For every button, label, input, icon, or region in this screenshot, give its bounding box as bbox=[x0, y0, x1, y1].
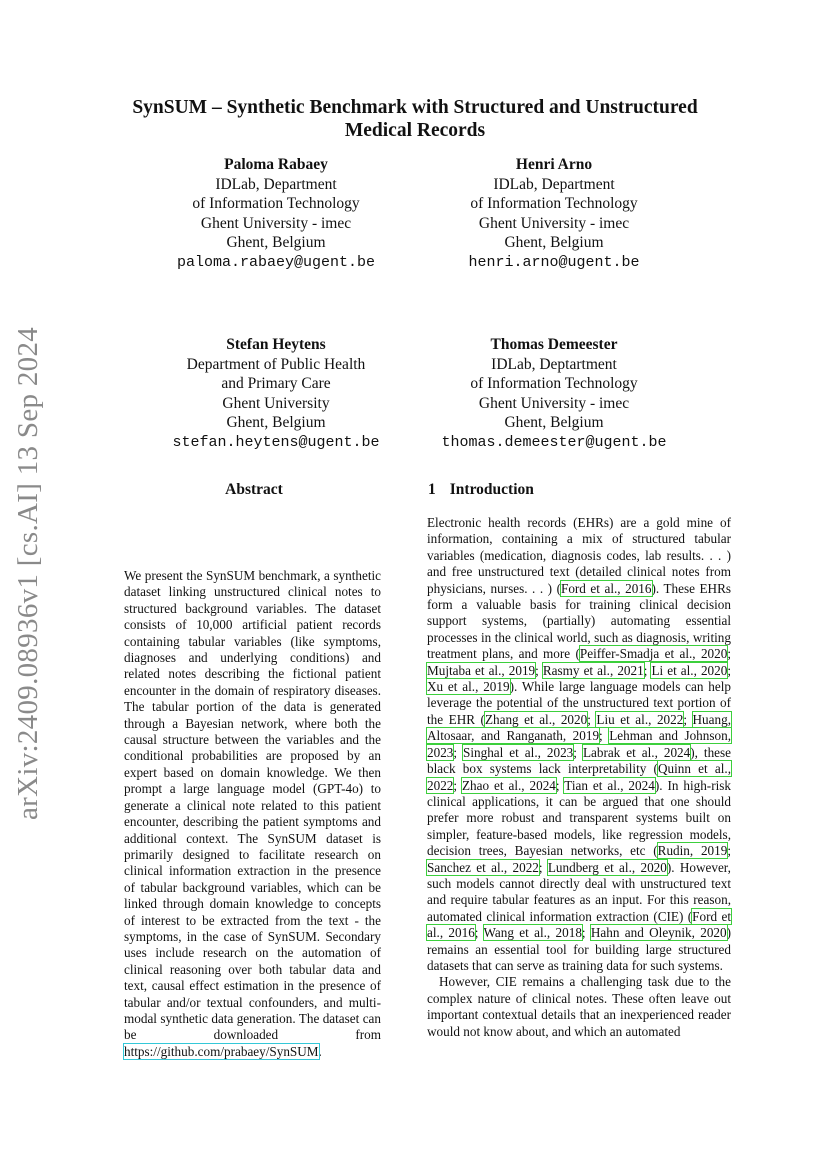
body-text: ; bbox=[683, 711, 693, 727]
author-affiliation-line: Ghent University - imec bbox=[478, 214, 630, 232]
author-affiliation-line: Department of Public Health bbox=[186, 355, 366, 373]
body-text: ). However, such models cannot directly deal with unstructured text and require tabular features as an input. For this reason, automated clinical information extraction (CIE) ( bbox=[427, 859, 731, 924]
citation-link[interactable]: Li et al., 2020 bbox=[651, 662, 728, 678]
abstract-heading: Abstract bbox=[225, 481, 283, 498]
section-title: Introduction bbox=[449, 481, 534, 498]
author-name: Henri Arno bbox=[515, 156, 593, 173]
body-text: ) remains an essential tool for building large structured datasets that can serve as training data for such systems. bbox=[427, 925, 732, 973]
author-affiliation-line: Ghent University bbox=[222, 394, 330, 412]
body-text: ; bbox=[555, 777, 565, 793]
body-text: ; bbox=[727, 843, 731, 859]
citation-link[interactable]: Mujtaba et al., 2019 bbox=[427, 662, 536, 678]
citation-link[interactable]: Singhal et al., 2023 bbox=[463, 744, 574, 760]
body-text: ; bbox=[599, 728, 610, 744]
author-name: Stefan Heytens bbox=[226, 336, 326, 353]
body-text: ). In high-risk clinical applications, it can be argued that one should prefer more robust and transparent systems built on simpler, feature-based models, like regression models, decision trees, Bayesian networks, etc ( bbox=[427, 777, 731, 859]
citation-link[interactable]: Zhao et al., 2024 bbox=[461, 777, 556, 793]
author-email[interactable]: paloma.rabaey@ugent.be bbox=[176, 253, 376, 271]
citation-link[interactable]: Wang et al., 2018 bbox=[483, 925, 582, 941]
author-affiliation-line: IDLab, Department bbox=[215, 175, 337, 193]
author-affiliation-line: Ghent, Belgium bbox=[226, 234, 326, 251]
body-text: ; bbox=[581, 925, 591, 941]
dataset-link[interactable]: https://github.com/prabaey/SynSUM bbox=[124, 1043, 319, 1059]
author-email[interactable]: stefan.heytens@ugent.be bbox=[172, 433, 380, 451]
title-line-2: Medical Records bbox=[344, 120, 486, 141]
abstract-end: . bbox=[318, 1043, 322, 1059]
intro-paragraph-1 bbox=[427, 515, 731, 974]
title-line-1: SynSUM – Synthetic Benchmark with Structured and Unstructured bbox=[132, 97, 698, 118]
body-text: ; bbox=[727, 662, 732, 678]
introduction-heading bbox=[428, 481, 534, 499]
author-affiliation-line: Ghent University - imec bbox=[478, 394, 630, 412]
body-text: ; bbox=[453, 744, 464, 760]
intro-paragraph-2: However, CIE remains a challenging task due to the complex nature of clinical notes. These often leave out important contextual details that an inexperienced reader would not know about, and which an automated bbox=[427, 974, 731, 1039]
body-text: ). While large language models can help leverage the potential of the unstructured text portion of the EHR ( bbox=[427, 679, 731, 727]
author-block-3 bbox=[126, 335, 426, 452]
author-affiliation-line: Ghent, Belgium bbox=[504, 414, 604, 431]
author-affiliation-line: Ghent, Belgium bbox=[226, 414, 326, 431]
body-text: ; bbox=[573, 744, 583, 760]
citation-link[interactable]: Huang, Altosaar, and Ranganath, 2019 bbox=[427, 711, 731, 744]
paper-title bbox=[80, 96, 750, 142]
citation-link[interactable]: Rudin, 2019 bbox=[657, 843, 728, 859]
author-email[interactable]: henri.arno@ugent.be bbox=[468, 253, 640, 271]
author-block-1 bbox=[126, 155, 426, 272]
abstract-body bbox=[124, 568, 381, 1060]
author-affiliation-line: of Information Technology bbox=[470, 375, 638, 392]
citation-link[interactable]: Xu et al., 2019 bbox=[427, 679, 510, 695]
citation-link[interactable]: Labrak et al., 2024 bbox=[582, 744, 691, 760]
author-affiliation-line: IDLab, Department bbox=[493, 175, 615, 193]
author-email[interactable]: thomas.demeester@ugent.be bbox=[441, 433, 667, 451]
citation-link[interactable]: Lehman and Johnson, 2023 bbox=[427, 728, 731, 760]
body-text: ; bbox=[538, 859, 548, 875]
citation-link[interactable]: Hahn and Oleynik, 2020 bbox=[590, 925, 727, 941]
author-block-4 bbox=[404, 335, 704, 452]
body-text: Electronic health records (EHRs) are a gold mine of information, containing a mix of structured tabular variables (medication, diagnosis codes, lab results. . . ) and free unstructured text (detailed clinical notes from physicians, nurses. . . ) ( bbox=[427, 515, 731, 596]
citation-link[interactable]: Peiffer-Smadja et al., 2020 bbox=[579, 646, 728, 662]
body-text: ; bbox=[587, 711, 597, 727]
author-affiliation-line: Ghent, Belgium bbox=[504, 234, 604, 251]
citation-link[interactable]: Rasmy et al., 2021 bbox=[542, 662, 644, 678]
author-affiliation-line: of Information Technology bbox=[470, 195, 638, 212]
body-text: ; bbox=[727, 646, 731, 662]
abstract-text: We present the SynSUM benchmark, a synthetic dataset linking unstructured clinical notes to structured background variables. The dataset consists of 10,000 artificial patient records containing tabular variables (like symptoms, diagnoses and underlying conditions) and related notes describing the fictional patient encounter in the domain of respiratory diseases. The tabular portion of the data is generated through a Bayesian network, where both the causal structure between the variables and the conditional probabilities are proposed by an expert based on domain knowledge. We then prompt a large language model (GPT-4o) to generate a clinical note related to this patient encounter, describing the patient symptoms and additional context. The SynSUM dataset is primarily designed to facilitate research on clinical information extraction in the presence of tabular background variables, which can be linked through domain knowledge to concepts of interest to be extracted from the text - the symptoms, in the case of SynSUM. Secondary uses include research on the automation of clinical reasoning over both tabular data and text, causal effect estimation in the presence of tabular and/or textual confounders, and multi-modal synthetic data generation. The dataset can be downloaded from bbox=[124, 568, 381, 1043]
citation-link[interactable]: Zhang et al., 2020 bbox=[484, 711, 588, 727]
citation-link[interactable]: Quinn et al., 2022 bbox=[427, 761, 731, 793]
citation-link[interactable]: Ford et al., 2016 bbox=[427, 908, 732, 941]
body-text: ; bbox=[474, 925, 484, 941]
author-affiliation-line: and Primary Care bbox=[221, 375, 331, 392]
body-text: ; bbox=[453, 777, 462, 793]
author-affiliation-line: Ghent University - imec bbox=[200, 214, 352, 232]
introduction-body bbox=[427, 515, 731, 1040]
citation-link[interactable]: Tian et al., 2024 bbox=[564, 777, 655, 793]
author-name: Paloma Rabaey bbox=[224, 156, 328, 173]
author-block-2 bbox=[404, 155, 704, 272]
citation-link[interactable]: Lundberg et al., 2020 bbox=[547, 859, 667, 875]
section-number: 1 bbox=[428, 481, 436, 498]
body-text: ). These EHRs form a valuable basis for training clinical decision support systems, (partially) automating essential processes in the clinical world, such as diagnosis, writing treatment plans, and more ( bbox=[427, 580, 732, 662]
citation-link[interactable]: Sanchez et al., 2022 bbox=[427, 859, 539, 875]
body-text: ), these black box systems lack interpretability ( bbox=[427, 744, 731, 777]
author-name: Thomas Demeester bbox=[490, 336, 618, 353]
body-text: ; bbox=[535, 662, 543, 678]
citation-link[interactable]: Ford et al., 2016 bbox=[560, 580, 652, 596]
author-affiliation-line: IDLab, Deptartment bbox=[491, 355, 617, 373]
citation-link[interactable]: Liu et al., 2022 bbox=[596, 711, 684, 727]
author-affiliation-line: of Information Technology bbox=[192, 195, 360, 212]
body-text: ; bbox=[643, 662, 652, 678]
arxiv-stamp: arXiv:2409.08936v1 [cs.AI] 13 Sep 2024 bbox=[12, 326, 44, 820]
